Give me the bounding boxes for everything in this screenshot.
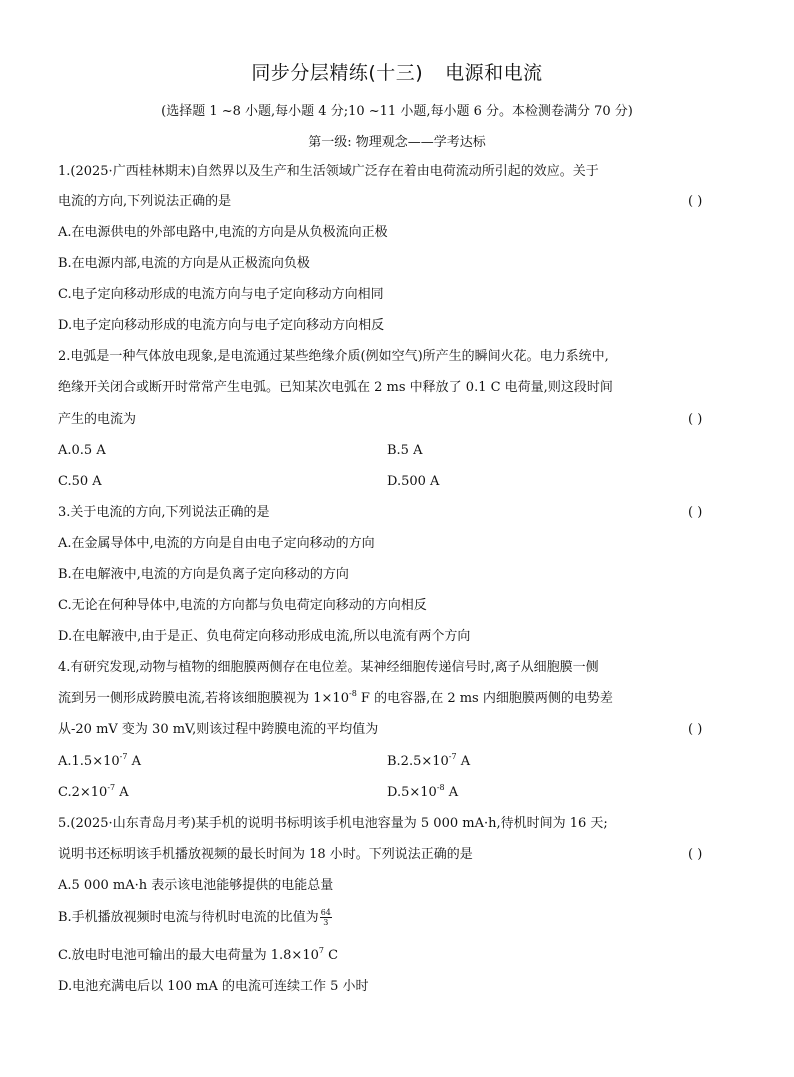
- q4-stem-line2: 流到另一侧形成跨膜电流,若将该细胞膜视为 $1\times 10^{-8}$ F 的电容器,在 2 ms 内细胞膜两侧的电势差: [58, 689, 613, 706]
- q4-stem-line3: 从-20 mV 变为 30 mV,则该过程中跨膜电流的平均值为: [58, 722, 379, 737]
- q2-option-d: D.500 A: [387, 474, 440, 489]
- q4-stem-line1: 4.有研究发现,动物与植物的细胞膜两侧存在电位差。某神经细胞传递信号时,离子从细胞膜一侧: [58, 660, 599, 675]
- q1-answer-blank[interactable]: ( ): [688, 194, 703, 209]
- q4-option-d: $D.5\times 10^{-8}$ A: [387, 783, 459, 800]
- q5-stem-line2: 说明书还标明该手机播放视频的最长时间为 18 小时。下列说法正确的是: [58, 847, 473, 862]
- q2-answer-blank[interactable]: ( ): [688, 412, 703, 427]
- q5-option-c: C.放电时电池可输出的最大电荷量为 $1.8\times 10^7$ C: [58, 946, 339, 963]
- q3-option-a: A.在金属导体中,电流的方向是自由电子定向移动的方向: [58, 536, 375, 551]
- q2-option-a: A.0.5 A: [58, 443, 106, 458]
- q5-option-a: A.5 000 mA·h 表示该电池能够提供的电能总量: [58, 878, 334, 893]
- q1-option-a: A.在电源供电的外部电路中,电流的方向是从负极流向正极: [58, 225, 388, 240]
- title-main: 同步分层精练(十三): [251, 62, 424, 84]
- q3-option-d: D.在电解液中,由于是正、负电荷定向移动形成电流,所以电流有两个方向: [58, 629, 471, 644]
- q1-option-b: B.在电源内部,电流的方向是从正极流向负极: [58, 256, 310, 271]
- q4-option-b: $B.2.5\times 10^{-7}$ A: [387, 752, 471, 769]
- q2-stem-line1: 2.电弧是一种气体放电现象,是电流通过某些绝缘介质(例如空气)所产生的瞬间火花。电力系统中,: [58, 349, 609, 364]
- q2-option-c: C.50 A: [58, 474, 102, 489]
- q5-option-d: D.电池充满电后以 100 mA 的电流可连续工作 5 小时: [58, 979, 369, 994]
- q5-answer-blank[interactable]: ( ): [688, 847, 703, 862]
- q3-answer-blank[interactable]: ( ): [688, 505, 703, 520]
- q5-stem-line1: 5.(2025·山东青岛月考)某手机的说明书标明该手机电池容量为 5 000 mA·h,待机时间为 16 天;: [58, 816, 608, 831]
- q2-stem-line3: 产生的电流为: [58, 412, 137, 427]
- page-title: [0, 58, 794, 85]
- fraction: $\frac{64}{3}$: [320, 908, 331, 927]
- q2-option-b: B.5 A: [387, 443, 423, 458]
- q1-stem-line1: 1.(2025·广西桂林期末)自然界以及生产和生活领域广泛存在着由电荷流动所引起的效应。关于: [58, 164, 599, 179]
- q5-option-b: B.手机播放视频时电流与待机时电流的比值为 $\frac{64}{3}$: [58, 908, 331, 927]
- q1-option-c: C.电子定向移动形成的电流方向与电子定向移动方向相同: [58, 287, 384, 302]
- q4-answer-blank[interactable]: ( ): [688, 722, 703, 737]
- q2-stem-line2: 绝缘开关闭合或断开时常常产生电弧。已知某次电弧在 2 ms 中释放了 0.1 C 电荷量,则这段时间: [58, 380, 613, 395]
- q4-option-c: $C.2\times 10^{-7}$ A: [58, 783, 129, 800]
- q1-option-d: D.电子定向移动形成的电流方向与电子定向移动方向相反: [58, 318, 385, 333]
- q3-option-b: B.在电解液中,电流的方向是负离子定向移动的方向: [58, 567, 349, 582]
- section-heading: 第一级: 物理观念——学考达标: [308, 135, 486, 150]
- q3-stem: 3.关于电流的方向,下列说法正确的是: [58, 505, 270, 520]
- q3-option-c: C.无论在何种导体中,电流的方向都与负电荷定向移动的方向相反: [58, 598, 427, 613]
- q4-option-a: $A.1.5\times 10^{-7}$ A: [58, 752, 141, 769]
- score-note: (选择题 1 ~8 小题,每小题 4 分;10 ~11 小题,每小题 6 分。本检测卷满分 70 分): [161, 104, 633, 119]
- title-topic: 电源和电流: [445, 62, 543, 84]
- q1-stem-line2: 电流的方向,下列说法正确的是: [58, 194, 232, 209]
